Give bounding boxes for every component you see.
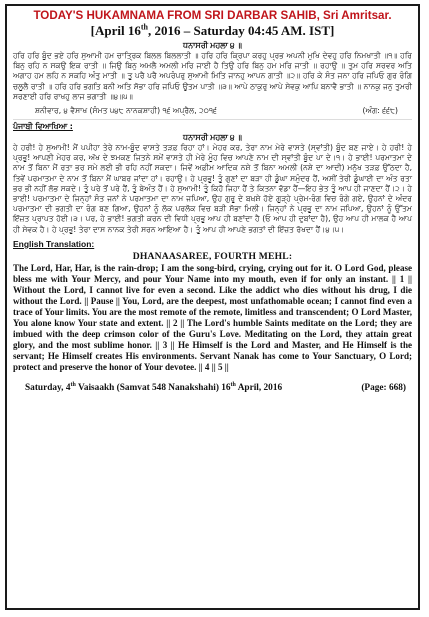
hukamnama-sheet — [5, 4, 420, 610]
english-translation-label: English Translation: — [13, 238, 95, 249]
footer-page-number: (Page: 668) — [361, 383, 406, 394]
date-banner-rest: , 2016 – Saturday 04:45 AM. IST] — [147, 23, 335, 38]
punjabi-explanation-label: ਪੰਜਾਬੀ ਵਿਆਖਿਆ : — [13, 122, 73, 132]
footer-date-part-b: Vaisaakh (Samvat 548 Nanakshahi) 16 — [75, 383, 231, 394]
date-time-banner — [13, 23, 412, 38]
english-translation-heading: DHANAASAREE, FOURTH MEHL: — [132, 250, 293, 262]
footer-date-part-a: Saturday, 4 — [25, 383, 71, 394]
shabad-text: ਹਰਿ ਹਰਿ ਬੂੰਦ ਭਏ ਹਰਿ ਸੁਆਮੀ ਹਮ ਚਾਤ੍ਰਿਕ ਬਿਲਲ ਬਿਲਲਾਤੀ ॥ ਹਰਿ ਹਰਿ ਕ੍ਰਿਪਾ ਕਰਹੁ ਪ੍ਰਭ ਅਪਨੀ ਮੁਖਿ ਦੇਵਹੁ ਹਰਿ ਨਿਮਖਾਤੀ ॥੧॥ ਹਰਿ ਬਿਨੁ ਰਹਿ ਨ ਸਕਉ ਇਕ ਰਾਤੀ ॥ ਜਿਉ ਬਿਨੁ ਅਮਲੈ ਅਮਲੀ ਮਰਿ ਜਾਈ ਹੈ ਤਿਉ ਹਰਿ ਬਿਨੁ ਹਮ ਮਰਿ ਜਾਤੀ ॥ ਰਹਾਉ ॥ ਤੁਮ ਹਰਿ ਸਰਵਰ ਅਤਿ ਅਗਾਹ ਹਮ ਲਹਿ ਨ ਸਕਹਿ ਅੰਤੁ ਮਾਤੀ ॥ ਤੂ ਪਰੈ ਪਰੈ ਅਪਰੰਪਰੁ ਸੁਆਮੀ ਮਿਤਿ ਜਾਨਹੁ ਆਪਨ ਗਾਤੀ ॥੨॥ ਹਰਿ ਕੇ ਸੰਤ ਜਨਾ ਹਰਿ ਜਪਿਓ ਗੁਰ ਰੰਗਿ ਚਲੂਲੈ ਰਾਤੀ ॥ ਹਰਿ ਹਰਿ ਭਗਤਿ ਬਨੀ ਅਤਿ ਸੋਭਾ ਹਰਿ ਜਪਿਓ ਊਤਮ ਪਾਤੀ ॥੩॥ ਆਪੇ ਠਾਕੁਰੁ ਆਪੇ ਸੇਵਕੁ ਆਪਿ ਬਨਾਵੈ ਭਾਤੀ ॥ ਨਾਨਕੁ ਜਨੁ ਤੁਮਰੀ ਸਰਣਾਈ ਹਰਿ ਰਾਖਹੁ ਲਾਜ ਭਗਾਤੀ ॥੪॥੫॥ — [13, 51, 412, 101]
shabad-heading: ਧਨਾਸਰੀ ਮਹਲਾ ੪ ॥ — [183, 41, 242, 50]
punjabi-explanation-text: ਹੇ ਹਰੀ! ਹੇ ਸੁਆਮੀ! ਮੈਂ ਪਪੀਹਾ ਤੇਰੇ ਨਾਮ-ਬੂੰਦ ਵਾਸਤੇ ਤੜਫ਼ ਰਿਹਾ ਹਾਂ। ਮੇਹਰ ਕਰ, ਤੇਰਾ ਨਾਮ ਮੇਰੇ ਵਾਸਤੇ (ਸ੍ਵਾਂਤੀ) ਬੂੰਦ ਬਣ ਜਾਏ। ਹੇ ਹਰੀ! ਹੇ ਪ੍ਰਭੂ! ਆਪਣੀ ਮੇਹਰ ਕਰ, ਅੱਖ ਦੇ ਝਮਕਣ ਜਿਤਨੇ ਸਮੇਂ ਵਾਸਤੇ ਹੀ ਮੇਰੇ ਮੂੰਹ ਵਿਚ ਆਪਣੇ ਨਾਮ ਦੀ ਸ੍ਵਾਂਤੀ ਬੂੰਦ ਪਾ ਦੇ।੧। ਹੇ ਭਾਈ! ਪਰਮਾਤਮਾ ਦੇ ਨਾਮ ਤੋਂ ਬਿਨਾ ਮੈਂ ਰਤਾ ਭਰ ਸਮੇ ਲਈ ਭੀ ਰਹਿ ਨਹੀਂ ਸਕਦਾ। ਜਿਵੇਂ ਅਫ਼ੀਮ ਆਦਿਕ ਨਸ਼ੇ ਤੋਂ ਬਿਨਾ ਅਮਲੀ (ਨਸ਼ੇ ਦਾ ਆਦੀ) ਮਨੁੱਖ ਤੜਫ਼ ਉੱਠਦਾ ਹੈ, ਤਿਵੇਂ ਪਰਮਾਤਮਾ ਦੇ ਨਾਮ ਤੋਂ ਬਿਨਾ ਮੈਂ ਘਾਬਰ ਜਾਂਦਾ ਹਾਂ। ਰਹਾਉ। ਹੇ ਪ੍ਰਭੂ! ਤੂੰ ਗੁਣਾਂ ਦਾ ਬੜਾ ਹੀ ਡੂੰਘਾ ਸਮੁੰਦਰ ਹੈਂ, ਅਸੀਂ ਤੇਰੀ ਡੂੰਘਾਈ ਦਾ ਅੰਤ ਰਤਾ ਭਰ ਭੀ ਨਹੀਂ ਲੱਭ ਸਕਦੇ। ਤੂੰ ਪਰੇ ਤੋਂ ਪਰੇ ਹੈਂ, ਤੂੰ ਬੇਅੰਤ ਹੈਂ। ਹੇ ਸੁਆਮੀ! ਤੂੰ ਕਿਹੋ ਜਿਹਾ ਹੈਂ ਤੇ ਕਿਤਨਾ ਵੱਡਾ ਹੈਂ—ਇਹ ਭੇਤ ਤੂੰ ਆਪ ਹੀ ਜਾਣਦਾ ਹੈਂ।੨। ਹੇ ਭਾਈ! ਪਰਮਾਤਮਾ ਦੇ ਜਿਨ੍ਹਾਂ ਸੰਤ ਜਨਾਂ ਨੇ ਪਰਮਾਤਮਾ ਦਾ ਨਾਮ ਜਪਿਆ, ਉਹ ਗੁਰੂ ਦੇ ਬਖ਼ਸ਼ੇ ਹੋਏ ਗੂੜ੍ਹੇ ਪ੍ਰੇਮ-ਰੰਗ ਵਿਚ ਰੰਗੇ ਗਏ, ਉਹਨਾਂ ਦੇ ਅੰਦਰ ਪਰਮਾਤਮਾ ਦੀ ਭਗਤੀ ਦਾ ਰੰਗ ਬਣ ਗਿਆ, ਉਹਨਾਂ ਨੂੰ ਲੋਕ ਪਰਲੋਕ ਵਿਚ ਬੜੀ ਸੋਭਾ ਮਿਲੀ। ਜਿਨ੍ਹਾਂ ਨੇ ਪ੍ਰਭੂ ਦਾ ਨਾਮ ਜਪਿਆ, ਉਹਨਾਂ ਨੂੰ ਉੱਤਮ ਇੱਜ਼ਤ ਪ੍ਰਾਪਤ ਹੋਈ।੩। ਪਰ, ਹੇ ਭਾਈ! ਭਗਤੀ ਕਰਨ ਦੀ ਵਿਧੀ ਪ੍ਰਭੂ ਆਪ ਹੀ ਬਣਾਂਦਾ ਹੈ (ਓ ਆਪ ਹੀ ਦੁਬਾਂਦਾ ਹੈ), ਉਹ ਆਪ ਹੀ ਮਾਲਕ ਹੈ ਆਪ ਹੀ ਸੇਵਕ ਹੈ। ਹੇ ਪ੍ਰਭੂ! ਤੇਰਾ ਦਾਸ ਨਾਨਕ ਤੇਰੀ ਸਰਨ ਆਇਆ ਹੈ। ਤੂੰ ਆਪ ਹੀ ਆਪਣੇ ਭਗਤਾਂ ਦੀ ਇੱਜ਼ਤ ਰੱਖਦਾ ਹੈਂ।੪।੫। — [13, 143, 412, 234]
date-banner-ordinal: th — [140, 22, 148, 32]
footer-date-part-c: April, 2016 — [235, 383, 283, 394]
punjabi-explanation-heading: ਧਨਾਸਰੀ ਮਹਲਾ ੪ ॥ — [183, 133, 242, 143]
footer-date-ordinal-a: th — [70, 382, 76, 389]
date-banner-start: [April 16 — [90, 23, 141, 38]
gurmukhi-date: ਸ਼ਨੀਵਾਰ, ੪ ਵੈਸਾਖ (ਸੰਮਤ ੫੪੮ ਨਾਨਕਸ਼ਾਹੀ) ੧੬ ਅਪ੍ਰੈਲ, ੨੦੧੬ — [35, 106, 217, 116]
footer-date — [25, 382, 282, 394]
page-title: TODAY'S HUKAMNAMA FROM SRI DARBAR SAHIB, Sri Amritsar. — [33, 9, 392, 22]
footer-date-line — [13, 382, 412, 394]
footer-date-ordinal-b: th — [230, 382, 236, 389]
gurmukhi-date-line — [13, 106, 412, 120]
gurmukhi-page-ang: (ਅੰਗ: ੬੬੮) — [362, 106, 398, 116]
english-translation-text: The Lord, Har, Har, is the rain-drop; I am the song-bird, crying, crying out for it. O Lord God, please bless me with Your Mercy, and pour Your Name into my mouth, even if for only an instant. || 1 || Without the Lord, I cannot live for even a second. Like the addict who dies without his drug, I die without the Lord. || Pause || You, Lord, are the deepest, most unfathomable ocean; I cannot find even a trace of Your limits. You are the most remote of the remote, limitless and transcendent; O Lord Master, You alone know Your state and extent. || 2 || The Lord's humble Saints meditate on the Lord; they are imbued with the deep crimson color of the Guru's Love. Meditating on the Lord, they attain great glory, and the most sublime honor. || 3 || He Himself is the Lord and Master, and He Himself is the servant; He Himself creates His environments. Servant Nanak has come to Your Sanctuary, O Lord; protect and preserve the honor of Your devotee. || 4 || 5 || — [13, 262, 412, 373]
